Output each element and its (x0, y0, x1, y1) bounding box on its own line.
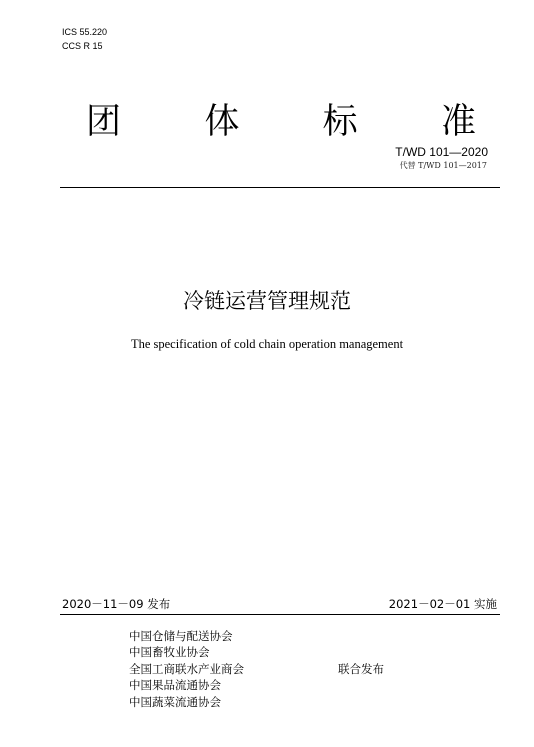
ics-code: ICS 55.220 (62, 27, 108, 37)
organization-item: 中国仓储与配送协会 (129, 629, 233, 643)
joint-release-label: 联合发布 (338, 662, 384, 676)
organization-item: 中国蔬菜流通协会 (129, 694, 221, 709)
document-title-en: The specification of cold chain operation management (130, 337, 404, 351)
banner-char: 团 (86, 102, 122, 142)
publish-date: 2020－11－09 发布 (62, 597, 171, 611)
organization-item: 中国畜牧业协会 (129, 645, 210, 660)
issuing-organizations (129, 628, 244, 710)
organization-item: 中国果品流通协会 (129, 678, 221, 693)
banner-char: 标 (322, 102, 358, 142)
ccs-code: CCS R 15 (62, 41, 103, 51)
banner-char: 体 (204, 102, 240, 142)
organization-item: 全国工商联水产业商会 (129, 661, 244, 676)
implementation-date: 2021－02－01 实施 (388, 597, 497, 611)
bottom-divider (60, 614, 500, 615)
standard-number: T/WD 101—2020 (395, 145, 488, 159)
replaces-standard: 代替 T/WD 101—2017 (399, 161, 487, 170)
standard-type-banner (86, 100, 476, 144)
document-title-zh: 冷链运营管理规范 (183, 289, 351, 313)
top-divider (60, 187, 500, 188)
banner-char: 准 (440, 102, 476, 142)
